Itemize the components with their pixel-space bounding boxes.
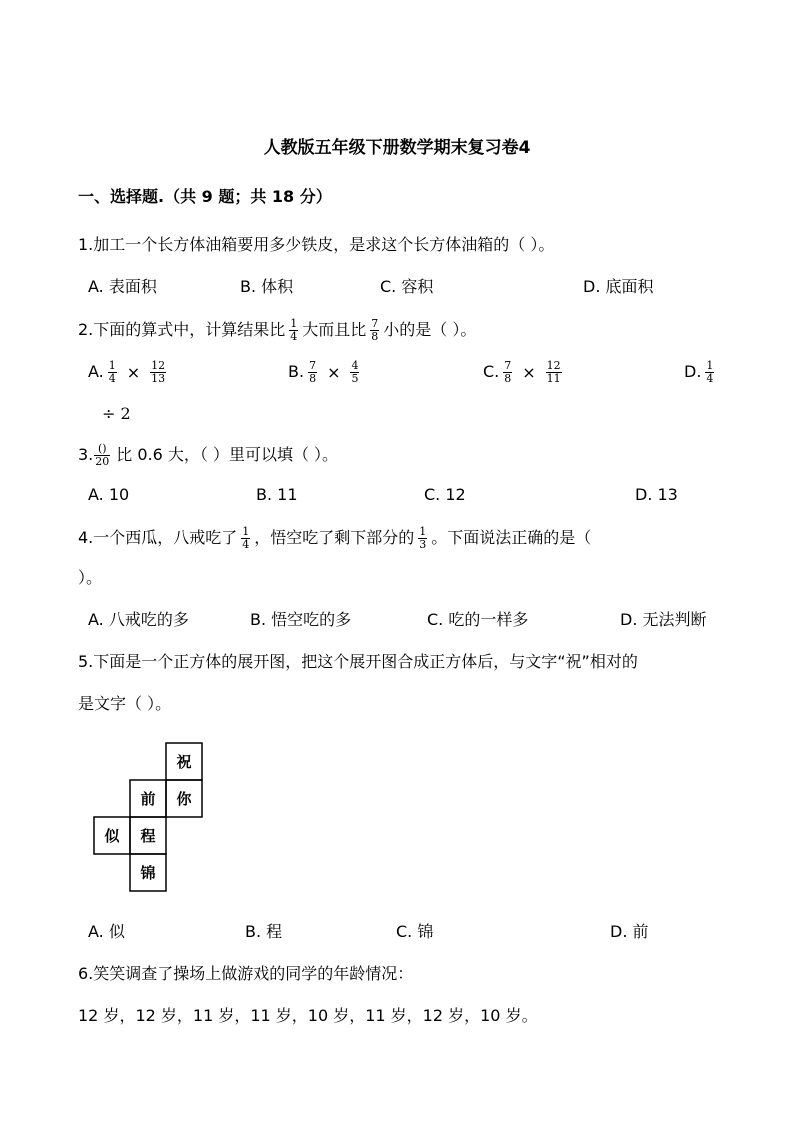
q2-option-b: B. $\frac{7}{8}$ × $\frac{4}{5}$ — [288, 359, 359, 385]
question-2 — [78, 318, 476, 343]
q2-fraction-lower: $\frac{1}{4}$ — [290, 317, 298, 343]
question-3: 3. $\frac{()}{20}$ 比 0.6 大，（ ）里可以填（ ）。 — [78, 442, 339, 468]
question-6: 6.笑笑调查了操场上做游戏的同学的年龄情况： — [78, 964, 414, 983]
q5-option-d: D. 前 — [610, 922, 649, 941]
q5-option-b: B. 程 — [245, 922, 283, 941]
q3-option-a: A. 10 — [88, 485, 130, 504]
q1-option-a: A. 表面积 — [88, 277, 157, 296]
question-1: 1.加工一个长方体油箱要用多少铁皮，是求这个长方体油箱的（ ）。 — [78, 235, 555, 254]
q2-prefix: 2.下面的算式中，计算结果比 — [78, 320, 286, 339]
q4-option-b: B. 悟空吃的多 — [250, 610, 352, 629]
question-4-line2: ）。 — [78, 568, 103, 587]
question-4: 4.一个西瓜，八戒吃了 $\frac{1}{4}$ ，悟空吃了剩下部分的 $\frac{1}{3}$ 。下面说法正确的是（ — [78, 525, 592, 551]
net-cell-jin: 锦 — [140, 864, 156, 882]
q1-option-b: B. 体积 — [240, 277, 294, 296]
q2-suffix: 小的是（ ）。 — [383, 320, 477, 339]
q2-fraction-upper: $\frac{7}{8}$ — [371, 317, 379, 343]
q2-option-c: C. $\frac{7}{8}$ × $\frac{12}{11}$ — [483, 359, 561, 385]
q2-option-d: D. $\frac{1}{4}$ — [684, 359, 714, 385]
q3-fraction: $\frac{()}{20}$ — [95, 442, 110, 468]
q4-fraction-1: $\frac{1}{4}$ — [242, 525, 250, 551]
q4-option-d: D. 无法判断 — [620, 610, 707, 629]
q2-mid: 大而且比 — [302, 320, 367, 339]
question-5-line2: 是文字（ ）。 — [78, 694, 172, 713]
q3-option-b: B. 11 — [256, 485, 298, 504]
q3-option-c: C. 12 — [424, 485, 466, 504]
section-heading: 一、选择题.（共 9 题；共 18 分） — [78, 187, 332, 206]
q5-option-a: A. 似 — [88, 922, 125, 941]
q5-option-c: C. 锦 — [396, 922, 434, 941]
q2-option-a: A. $\frac{1}{4}$ × $\frac{12}{13}$ — [88, 359, 166, 385]
q2-option-d-tail: ÷ 2 — [102, 404, 131, 423]
q4-fraction-2: $\frac{1}{3}$ — [419, 525, 427, 551]
net-cell-si: 似 — [104, 827, 120, 845]
net-cell-zhu: 祝 — [176, 753, 192, 771]
question-6-data: 12 岁，12 岁，11 岁，11 岁，10 岁，11 岁，12 岁，10 岁。 — [78, 1006, 538, 1025]
net-cell-cheng: 程 — [140, 827, 156, 845]
question-5: 5.下面是一个正方体的展开图，把这个展开图合成正方体后，与文字“祝”相对的 — [78, 652, 638, 671]
q4-option-a: A. 八戒吃的多 — [88, 610, 189, 629]
q4-option-c: C. 吃的一样多 — [427, 610, 529, 629]
page-title: 人教版五年级下册数学期末复习卷4 — [263, 138, 531, 158]
net-cell-qian: 前 — [140, 790, 156, 808]
q1-option-c: C. 容积 — [380, 277, 434, 296]
q1-option-d: D. 底面积 — [583, 277, 654, 296]
q3-option-d: D. 13 — [635, 485, 678, 504]
net-cell-ni: 你 — [176, 790, 192, 808]
cube-net-diagram — [88, 735, 218, 900]
